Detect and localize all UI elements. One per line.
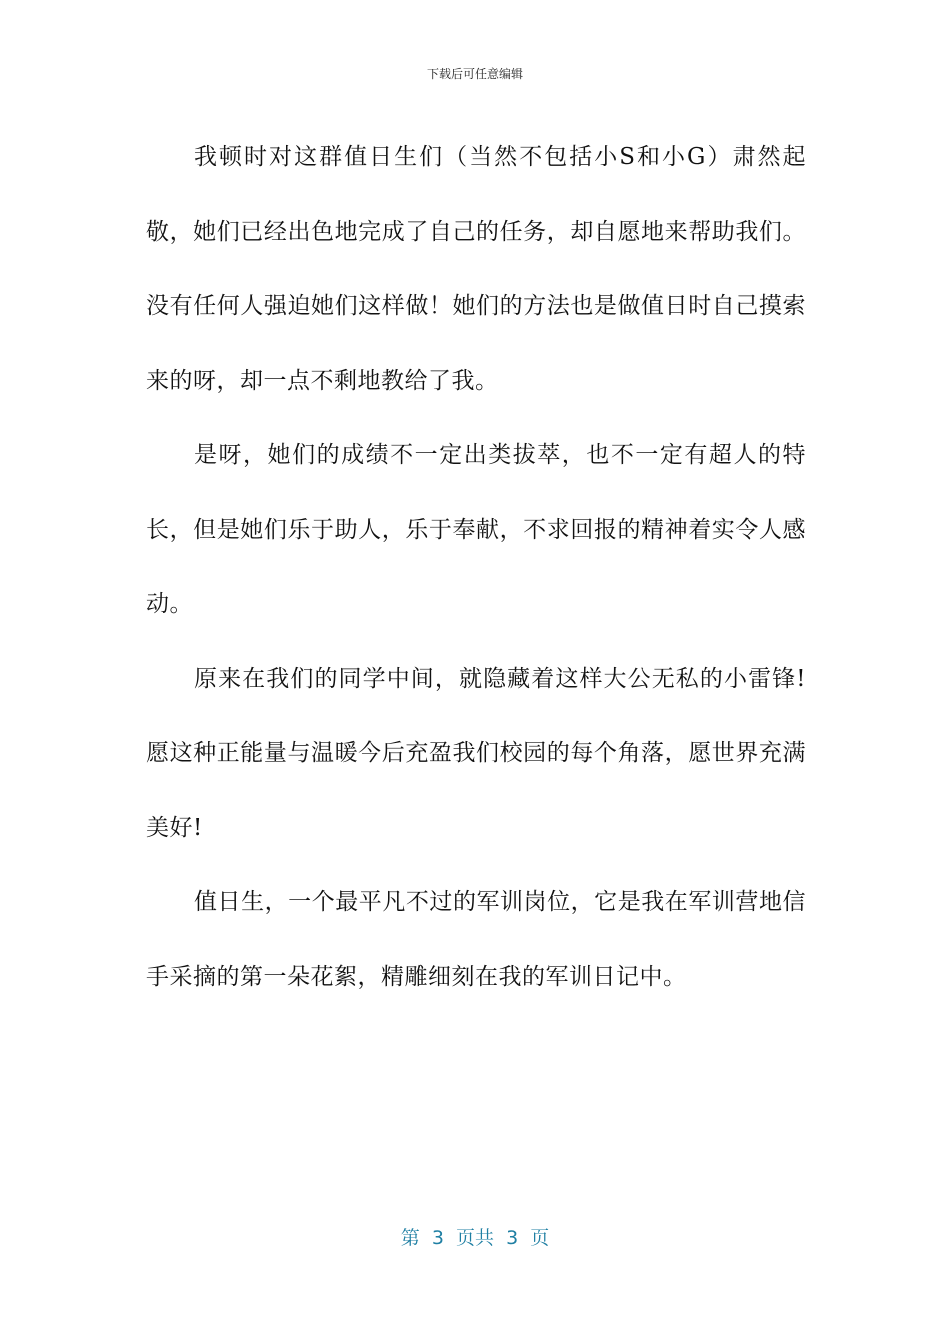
document-body: [146, 120, 806, 1014]
paragraph-2: 是呀，她们的成绩不一定出类拔萃，也不一定有超人的特长，但是她们乐于助人，乐于奉献，不求回报的精神着实令人感动。: [146, 442, 806, 617]
paragraph-1: 我顿时对这群值日生们（当然不包括小S和小G）肃然起敬，她们已经出色地完成了自己的任务，却自愿地来帮助我们。没有任何人强迫她们这样做！她们的方法也是做值日时自己摸索来的呀，却一点不剩地教给了我。: [146, 144, 806, 394]
page-header: 下载后可任意编辑: [426, 67, 523, 81]
paragraph-3: 原来在我们的同学中间，就隐藏着这样大公无私的小雷锋!愿这种正能量与温暖今后充盈我们校园的每个角落，愿世界充满美好!: [146, 665, 806, 841]
paragraph-4: 值日生，一个最平凡不过的军训岗位，它是我在军训营地信手采摘的第一朵花絮，精雕细刻在我的军训日记中。: [146, 889, 806, 990]
page-footer: 第 3 页共 3 页: [400, 1227, 550, 1249]
